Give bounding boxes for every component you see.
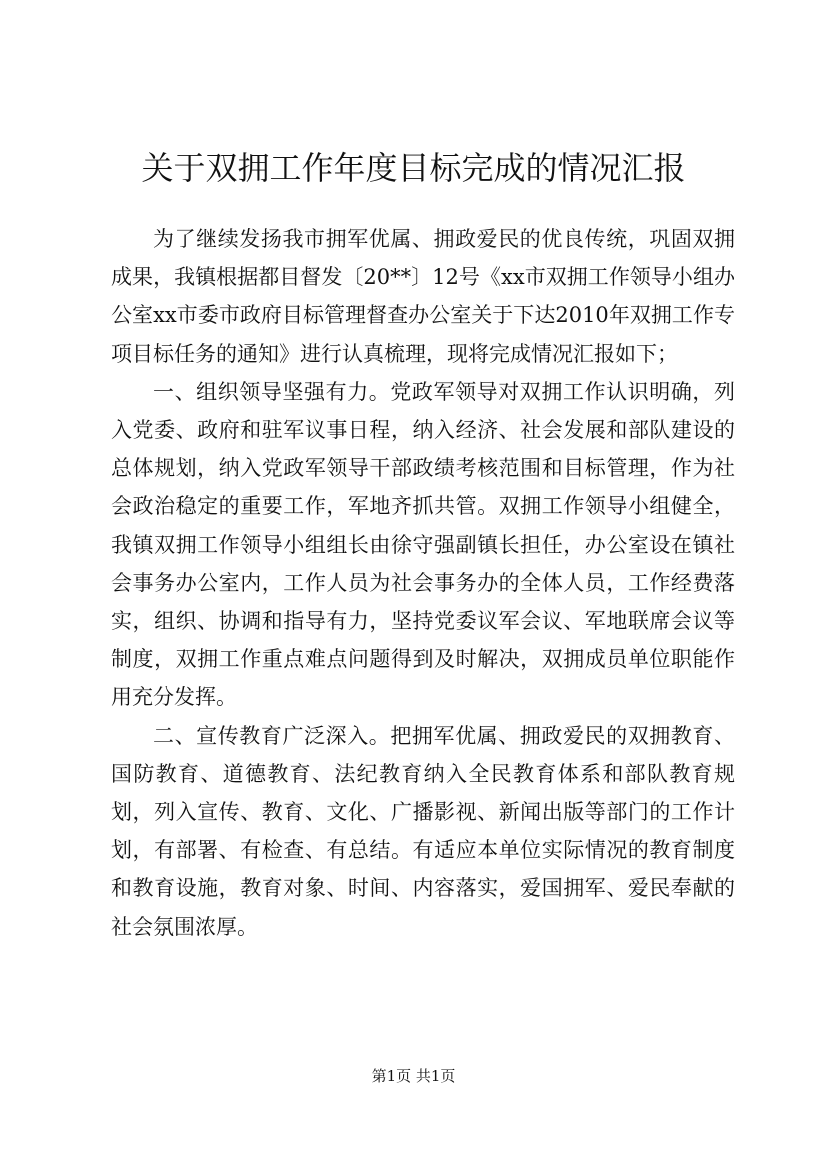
- paragraph-section-2: 二、宣传教育广泛深入。把拥军优属、拥政爱民的双拥教育、国防教育、道德教育、法纪教育纳入全民教育体系和部队教育规划，列入宣传、教育、文化、广播影视、新闻出版等部门的工作计划，有部署、有检查、有总结。有适应本单位实际情况的教育制度和教育设施，教育对象、时间、内容落实，爱国拥军、爱民奉献的社会氛围浓厚。: [111, 723, 735, 939]
- paragraph-intro: 为了继续发扬我市拥军优属、拥政爱民的优良传统，巩固双拥成果，我镇根据都目督发〔20**〕12号《xx市双拥工作领导小组办公室xx市委市政府目标管理督查办公室关于下达2010年双拥工作专项目标任务的通知》进行认真梳理，现将完成情况汇报如下；: [111, 227, 735, 366]
- document-title: 关于双拥工作年度目标完成的情况汇报: [141, 149, 686, 187]
- page-footer: 第1页 共1页: [371, 1067, 456, 1085]
- document-body: [111, 220, 735, 946]
- paragraph-section-1: 一、组织领导坚强有力。党政军领导对双拥工作认识明确，列入党委、政府和驻军议事日程，纳入经济、社会发展和部队建设的总体规划，纳入党政军领导干部政绩考核范围和目标管理，作为社会政治稳定的重要工作，军地齐抓共管。双拥工作领导小组健全，我镇双拥工作领导小组组长由徐守强副镇长担任，办公室设在镇社会事务办公室内，工作人员为社会事务办的全体人员，工作经费落实，组织、协调和指导有力，坚持党委议军会议、军地联席会议等制度，双拥工作重点难点问题得到及时解决，双拥成员单位职能作用充分发挥。: [111, 379, 735, 710]
